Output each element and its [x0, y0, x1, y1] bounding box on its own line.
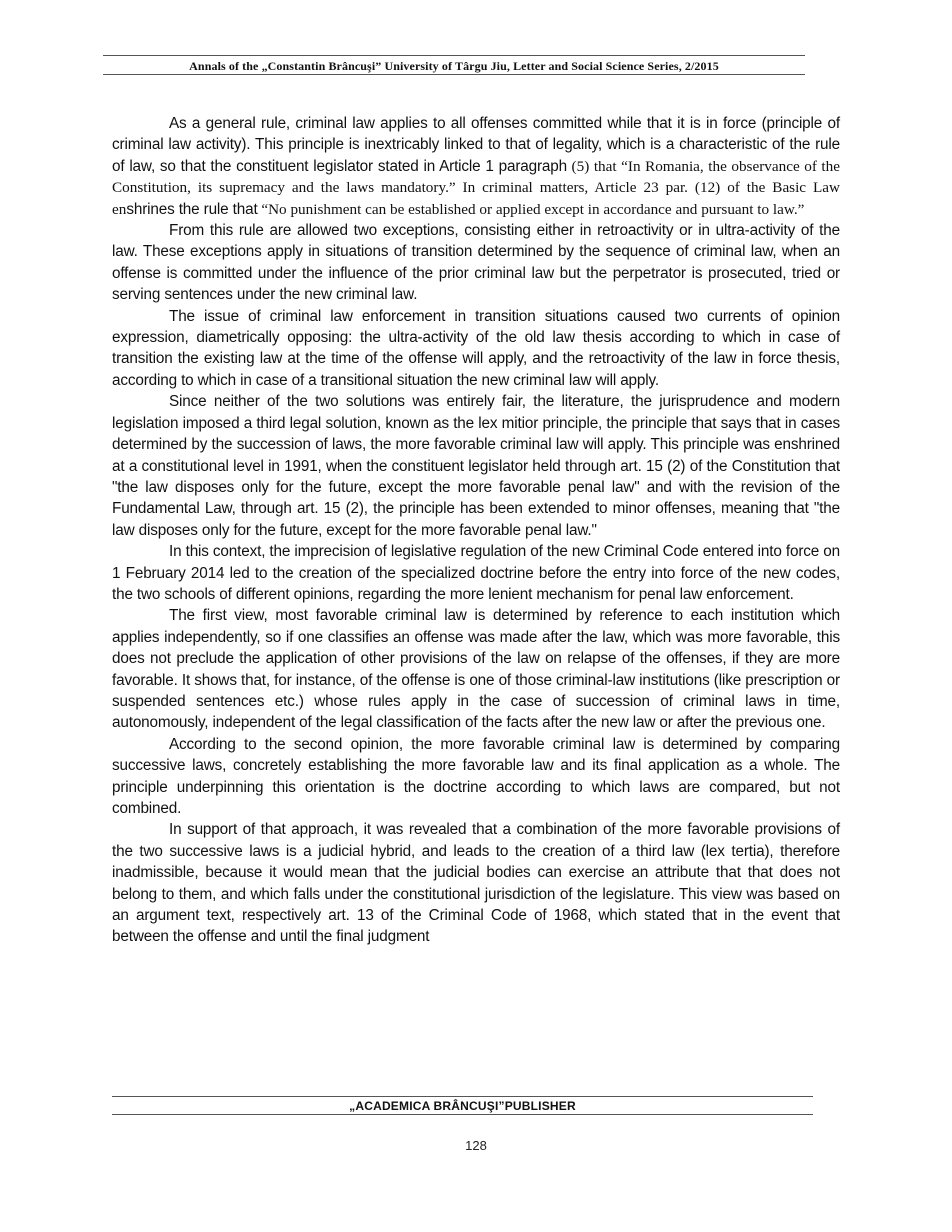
paragraph: Since neither of the two solutions was entirely fair, the literature, the jurisprudence and modern legislation imposed a third legal solution, known as the lex mitior principle, the principle that says that in cases determined by the succession of laws, the more favorable criminal law will apply. This principle was enshrined at a constitutional level in 1991, when the constituent legislator held through art. 15 (2) of the Constitution that "the law disposes only for the future, except the more favorable penal law" and with the revision of the Fundamental Law, through art. 15 (2), the principle has been extended to minor offenses, meaning that "the law disposes only for the future, except for the more favorable penal law." — [112, 393, 840, 539]
paragraph: In this context, the imprecision of legislative regulation of the new Criminal Code entered into force on 1 February 2014 led to the creation of the specialized doctrine before the entry into force of the new codes, the two schools of different opinions, regarding the more lenient mechanism for penal law enforcement. — [112, 543, 840, 603]
page-number: 128 — [465, 1138, 487, 1153]
footer-rule-top — [112, 1096, 813, 1097]
footer-rule-bottom — [112, 1114, 813, 1115]
paragraph: From this rule are allowed two exceptions, consisting either in retroactivity or in ultra-activity of the law. These exceptions apply in situations of transition determined by the sequence of criminal law, when an offense is committed under the influence of the prior criminal law but the perpetrator is prosecuted, tried or serving sentences under the new criminal law. — [112, 222, 840, 304]
paragraph: The issue of criminal law enforcement in transition situations caused two currents of opinion expression, diametrically opposing: the ultra-activity of the old law thesis according to which in case of transition the existing law at the time of the offense will apply, and the retroactivity of the law in force thesis, according to which in case of a transitional situation the new criminal law will apply. — [112, 307, 840, 389]
paragraph: In support of that approach, it was revealed that a combination of the more favorable provisions of the two successive laws is a judicial hybrid, and leads to the creation of a third law (lex tertia), therefore inadmissible, because it would mean that the judicial bodies can exercise an attribute that that does not belong to them, and which falls under the constitutional jurisdiction of the legislature. This view was based on an argument text, respectively art. 13 of the Criminal Code of 1968, which stated that in the event that between the offense and until the final judgment — [112, 821, 840, 946]
paragraph-text-serif: (5) that “In Romania, the observance of the Constitution, its supremacy and the laws mandatory.” In criminal matters, Article 23 par. (12) of the Basic Law en — [112, 157, 840, 218]
paragraph-text: shrines the rule that — [126, 200, 258, 218]
header-rule-bottom — [103, 74, 805, 75]
publisher-footer: „ACADEMICA BRÂNCUŞI”PUBLISHER — [349, 1099, 576, 1113]
paragraph: The first view, most favorable criminal law is determined by reference to each institution which applies independently, so if one classifies an offense was made after the law, which was more favorable, this does not preclude the application of other provisions of the law on relapse of the offenses, if they are more favorable. It shows that, for instance, of the offense is one of those criminal-law institutions (like prescription or suspended sentences etc.) whose rules apply in the case of succession of criminal laws in time, autonomously, independent of the legal classification of the facts after the new law or after the previous one. — [112, 607, 840, 732]
paragraph: According to the second opinion, the more favorable criminal law is determined by comparing successive laws, concretely establishing the more favorable law and its final application as a whole. The principle underpinning this orientation is the doctrine according to which laws are compared, but not combined. — [112, 735, 840, 817]
header-rule-top — [103, 55, 805, 56]
paragraph-text-serif: “No punishment can be established or applied except in accordance and pursuant to law.” — [257, 200, 805, 218]
paragraph-text: As a general rule, criminal law applies to all offenses committed while that it is in force (principle of criminal law activity). This principle is inextricably linked to that of legality, which is a characteristic of the rule of law, so that the constituent legislator stated in Article 1 paragraph — [112, 115, 840, 175]
journal-header: Annals of the „Constantin Brâncuşi” University of Târgu Jiu, Letter and Social Science Series, 2/2015 — [189, 59, 719, 73]
article-body — [112, 113, 840, 948]
paragraph — [112, 113, 840, 220]
